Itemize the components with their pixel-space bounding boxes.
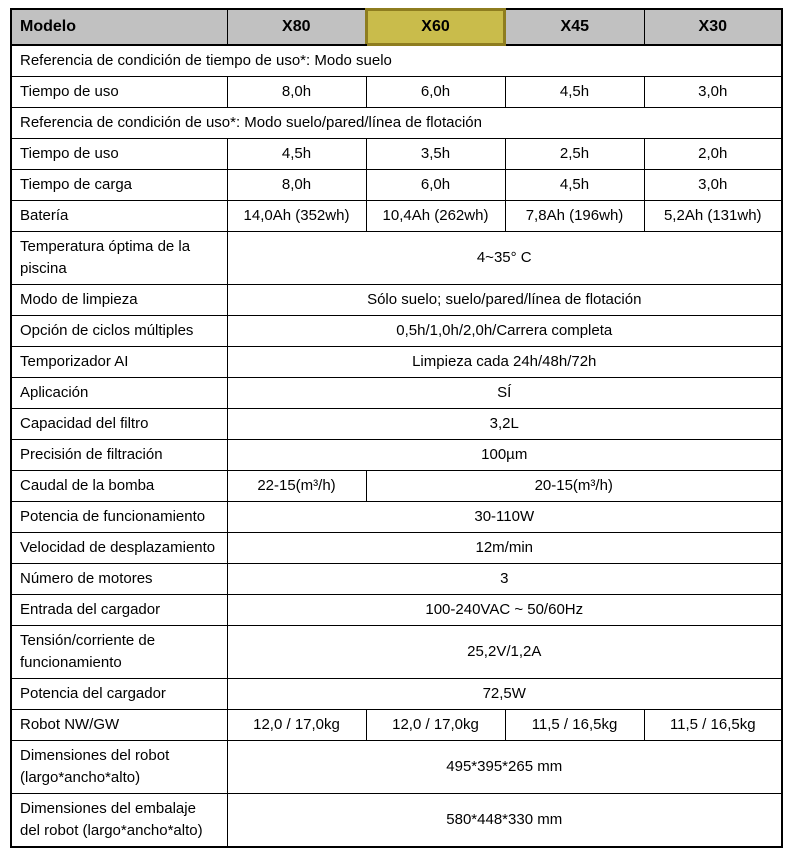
merged-value: Sólo suelo; suelo/pared/línea de flotación [227, 285, 782, 316]
table-row [11, 741, 782, 794]
merged-value: 580*448*330 mm [227, 794, 782, 848]
table-row [11, 440, 782, 471]
table-row [11, 285, 782, 316]
cell-value: 5,2Ah (131wh) [644, 201, 782, 232]
merged-value: 495*395*265 mm [227, 741, 782, 794]
row-label: Velocidad de desplazamiento [11, 533, 227, 564]
cell-value: 14,0Ah (352wh) [227, 201, 366, 232]
row-label: Modo de limpieza [11, 285, 227, 316]
row-label: Tiempo de uso [11, 77, 227, 108]
model-header-label: Modelo [11, 9, 227, 45]
row-label: Robot NW/GW [11, 710, 227, 741]
cell-value: 8,0h [227, 77, 366, 108]
cell-value: 10,4Ah (262wh) [366, 201, 505, 232]
cell-value: 11,5 / 16,5kg [644, 710, 782, 741]
model-tab-x45[interactable]: X45 [505, 9, 644, 45]
model-header-row [11, 9, 782, 45]
table-row [11, 316, 782, 347]
table-row [11, 201, 782, 232]
table-row [11, 378, 782, 409]
merged-value: 30-110W [227, 502, 782, 533]
row-label: Tensión/corriente de funcionamiento [11, 626, 227, 679]
merged-value: SÍ [227, 378, 782, 409]
row-label: Temporizador AI [11, 347, 227, 378]
row-label: Tiempo de uso [11, 139, 227, 170]
cell-value: 22-15(m³/h) [227, 471, 366, 502]
row-label: Batería [11, 201, 227, 232]
cell-value: 4,5h [227, 139, 366, 170]
section-label: Referencia de condición de tiempo de uso*: Modo suelo [11, 45, 782, 77]
row-label: Potencia del cargador [11, 679, 227, 710]
table-row [11, 533, 782, 564]
row-label: Opción de ciclos múltiples [11, 316, 227, 347]
row-label: Caudal de la bomba [11, 471, 227, 502]
merged-value: 4~35° C [227, 232, 782, 285]
row-label: Dimensiones del robot (largo*ancho*alto) [11, 741, 227, 794]
row-label: Aplicación [11, 378, 227, 409]
table-row [11, 170, 782, 201]
cell-value: 3,0h [644, 170, 782, 201]
table-row-section [11, 108, 782, 139]
merged-value: 72,5W [227, 679, 782, 710]
section-label: Referencia de condición de uso*: Modo suelo/pared/línea de flotación [11, 108, 782, 139]
merged-value: Limpieza cada 24h/48h/72h [227, 347, 782, 378]
merged-value: 12m/min [227, 533, 782, 564]
table-row [11, 139, 782, 170]
merged-value: 100µm [227, 440, 782, 471]
row-label: Potencia de funcionamiento [11, 502, 227, 533]
cell-value: 7,8Ah (196wh) [505, 201, 644, 232]
table-row [11, 502, 782, 533]
table-row [11, 409, 782, 440]
model-tab-x30[interactable]: X30 [644, 9, 782, 45]
cell-value: 4,5h [505, 170, 644, 201]
cell-value: 2,0h [644, 139, 782, 170]
merged-value: 3,2L [227, 409, 782, 440]
merged-value: 20-15(m³/h) [366, 471, 782, 502]
table-row [11, 564, 782, 595]
table-row [11, 679, 782, 710]
cell-value: 3,0h [644, 77, 782, 108]
cell-value: 2,5h [505, 139, 644, 170]
table-row [11, 794, 782, 848]
cell-value: 6,0h [366, 77, 505, 108]
cell-value: 11,5 / 16,5kg [505, 710, 644, 741]
table-row [11, 471, 782, 502]
spec-table [10, 8, 783, 848]
cell-value: 12,0 / 17,0kg [227, 710, 366, 741]
merged-value: 0,5h/1,0h/2,0h/Carrera completa [227, 316, 782, 347]
row-label: Temperatura óptima de la piscina [11, 232, 227, 285]
table-row-section [11, 45, 782, 77]
table-row [11, 77, 782, 108]
row-label: Tiempo de carga [11, 170, 227, 201]
table-row [11, 710, 782, 741]
cell-value: 8,0h [227, 170, 366, 201]
cell-value: 12,0 / 17,0kg [366, 710, 505, 741]
row-label: Número de motores [11, 564, 227, 595]
row-label: Precisión de filtración [11, 440, 227, 471]
merged-value: 3 [227, 564, 782, 595]
table-row [11, 347, 782, 378]
cell-value: 3,5h [366, 139, 505, 170]
merged-value: 25,2V/1,2A [227, 626, 782, 679]
merged-value: 100-240VAC ~ 50/60Hz [227, 595, 782, 626]
model-tab-x80[interactable]: X80 [227, 9, 366, 45]
model-tab-x60-selected[interactable]: X60 [366, 9, 505, 45]
table-row [11, 626, 782, 679]
row-label: Dimensiones del embalaje del robot (largo*ancho*alto) [11, 794, 227, 848]
table-row [11, 232, 782, 285]
cell-value: 6,0h [366, 170, 505, 201]
row-label: Entrada del cargador [11, 595, 227, 626]
row-label: Capacidad del filtro [11, 409, 227, 440]
cell-value: 4,5h [505, 77, 644, 108]
table-row [11, 595, 782, 626]
